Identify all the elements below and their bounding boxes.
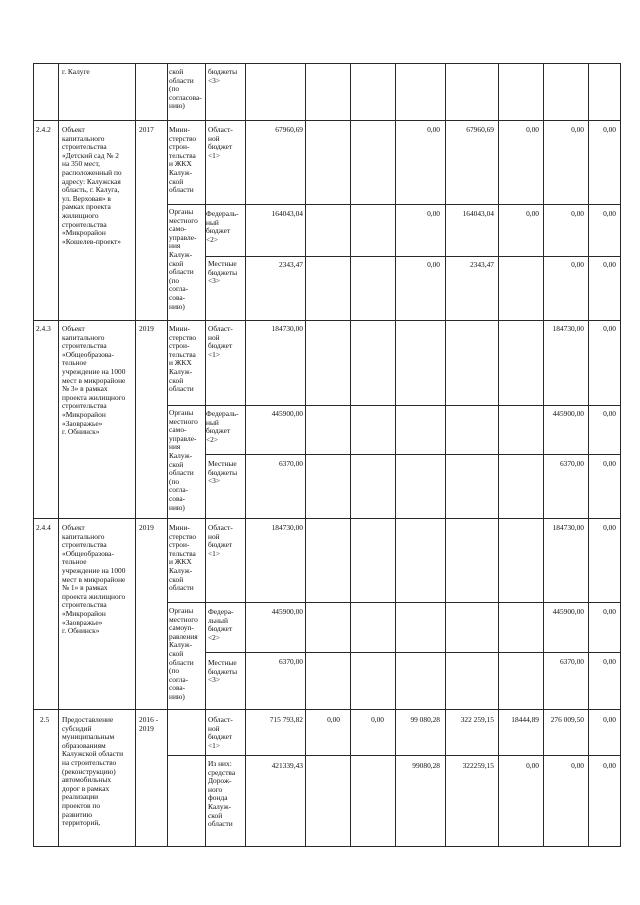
value-cell: 276 009,50	[550, 715, 584, 724]
value-cell: 445900,00	[552, 607, 584, 616]
value-cell: 0,00	[526, 209, 539, 218]
year-cell: 2016 - 2019	[139, 715, 159, 733]
value-cell: 0,00	[427, 209, 440, 218]
table-border	[167, 405, 621, 406]
object-name-cell: Предоставление субсидий муниципальным образованиям Калужской области на строительство (реконструкцию) автомобильных дорог в рамках реализации проектов по развитию территорий,	[62, 715, 124, 828]
value-cell: 0,00	[603, 657, 616, 666]
table-border	[205, 454, 621, 455]
executor-cell: Органы местного само- управле- ния Калуж- ской области (по согла- сова- нию)	[169, 207, 198, 311]
funding-source-cell: Из них: средства Дорож- ного фонда Калуж- ской области	[208, 759, 236, 829]
row-number: 2.4.3	[36, 324, 51, 333]
table-border	[33, 518, 621, 519]
value-cell: 164043,04	[462, 209, 494, 218]
funding-source-cell: Федераль- ный бюджет <2>	[206, 209, 239, 244]
table-border	[167, 204, 621, 205]
value-cell: 6370,00	[278, 459, 303, 468]
table-border	[205, 652, 621, 653]
value-cell: 0,00	[571, 761, 584, 770]
value-cell: 0,00	[603, 607, 616, 616]
value-cell: 99 080,28	[410, 715, 440, 724]
value-cell: 2343,47	[278, 260, 303, 269]
value-cell: 0,00	[526, 125, 539, 134]
executor-cell: Органы местного само- управле- ния Калуж- ской области (по согла- сова- нию)	[169, 408, 198, 512]
value-cell: 445900,00	[552, 409, 584, 418]
value-cell: 0,00	[571, 260, 584, 269]
value-cell: 184730,00	[552, 324, 584, 333]
value-cell: 184730,00	[271, 523, 303, 532]
value-cell: 0,00	[427, 260, 440, 269]
value-cell: 0,00	[526, 761, 539, 770]
value-cell: 322 259,15	[460, 715, 494, 724]
value-cell: 0,00	[371, 715, 384, 724]
value-cell: 0,00	[603, 409, 616, 418]
funding-source-cell: Местные бюджеты <3>	[208, 259, 238, 286]
funding-source-cell: Област- ной бюджет <1>	[208, 125, 233, 160]
value-cell: 322259,15	[462, 761, 494, 770]
year-cell: 2017	[139, 125, 154, 134]
funding-source-cell: Местные бюджеты <3>	[208, 658, 238, 685]
value-cell: 164043,04	[271, 209, 303, 218]
value-cell: 67960,69	[466, 125, 494, 134]
table-border	[58, 63, 59, 846]
year-cell: 2019	[139, 324, 154, 333]
value-cell: 184730,00	[552, 523, 584, 532]
funding-source-cell: Федераль- ный бюджет <2>	[206, 409, 239, 444]
row-number: 2.4.2	[36, 125, 51, 134]
value-cell: 0,00	[603, 260, 616, 269]
table-border	[33, 320, 621, 321]
value-cell: 421339,43	[271, 761, 303, 770]
value-cell: 0,00	[603, 523, 616, 532]
value-cell: 0,00	[603, 209, 616, 218]
funding-source-cell: бюджеты <3>	[208, 67, 238, 85]
value-cell: 0,00	[603, 125, 616, 134]
value-cell: 2343,47	[469, 260, 494, 269]
executor-cell: ской области (по согласова- нию)	[169, 67, 202, 111]
value-cell: 0,00	[603, 459, 616, 468]
value-cell: 67960,69	[275, 125, 303, 134]
executor-cell: Мини- стерство строи- тельства и ЖКХ Калуж- ской области	[169, 523, 197, 593]
table-border	[33, 63, 34, 846]
value-cell: 18444,89	[511, 715, 539, 724]
funding-source-cell: Федера- льный бюджет <2>	[208, 607, 234, 642]
funding-source-cell: Област- ной бюджет <1>	[208, 715, 233, 750]
value-cell: 6370,00	[559, 657, 584, 666]
value-cell: 445900,00	[271, 409, 303, 418]
table-border	[33, 709, 621, 710]
value-cell: 0,00	[603, 761, 616, 770]
value-cell: 0,00	[603, 715, 616, 724]
value-cell: 184730,00	[271, 324, 303, 333]
object-name-cell: Объект капитального строительства «Общеобразова- тельное учреждение на 1000 мест в микрорайоне № 1» в рамках проекта жилищного строительства «Микрорайон «Заовражье» г. Обнинск»	[62, 523, 126, 636]
value-cell: 445900,00	[271, 607, 303, 616]
table-border	[167, 63, 168, 846]
table-border	[135, 63, 136, 846]
funding-source-cell: Област- ной бюджет <1>	[208, 324, 233, 359]
executor-cell: Мини- стерство строи- тельства и ЖКХ Калуж- ской области	[169, 324, 197, 394]
table-border	[33, 63, 621, 64]
table-border	[33, 846, 621, 847]
value-cell: 0,00	[571, 125, 584, 134]
value-cell: 6370,00	[559, 459, 584, 468]
year-cell: 2019	[139, 523, 154, 532]
value-cell: 0,00	[327, 715, 340, 724]
table-border	[167, 755, 621, 756]
table-border	[33, 120, 621, 121]
funding-source-cell: Област- ной бюджет <1>	[208, 523, 233, 558]
value-cell: 715 793,82	[269, 715, 303, 724]
value-cell: 0,00	[603, 324, 616, 333]
object-name-cell: Объект капитального строительства «Общеобразова- тельное учреждение на 1000 мест в микрорайоне № 3» в рамках проекта жилищного строительства «Микрорайон «Заовражье» г. Обнинск»	[62, 324, 126, 437]
executor-cell: Мини- стерство строи- тельства и ЖКХ Калуж- ской области	[169, 125, 197, 195]
table-border	[167, 602, 621, 603]
row-number: 2.4.4	[36, 523, 51, 532]
executor-cell: Органы местного самоуп- равления Калуж- ской области (по согла- сова- нию)	[169, 606, 198, 701]
object-name-cell: г. Калуге	[62, 67, 90, 76]
value-cell: 6370,00	[278, 657, 303, 666]
value-cell: 99080,28	[412, 761, 440, 770]
row-number: 2.5	[40, 715, 50, 724]
funding-source-cell: Местные бюджеты <3>	[208, 459, 238, 486]
value-cell: 0,00	[571, 209, 584, 218]
value-cell: 0,00	[427, 125, 440, 134]
table-border	[205, 256, 621, 257]
object-name-cell: Объект капитального строительства «Детский сад № 2 на 350 мест, расположенный по адресу: Калужская область, г. Калуга, ул. Верховая» в рамках проекта жилищного строительства «Микрорайон «Кошелев-проект»	[62, 125, 122, 246]
